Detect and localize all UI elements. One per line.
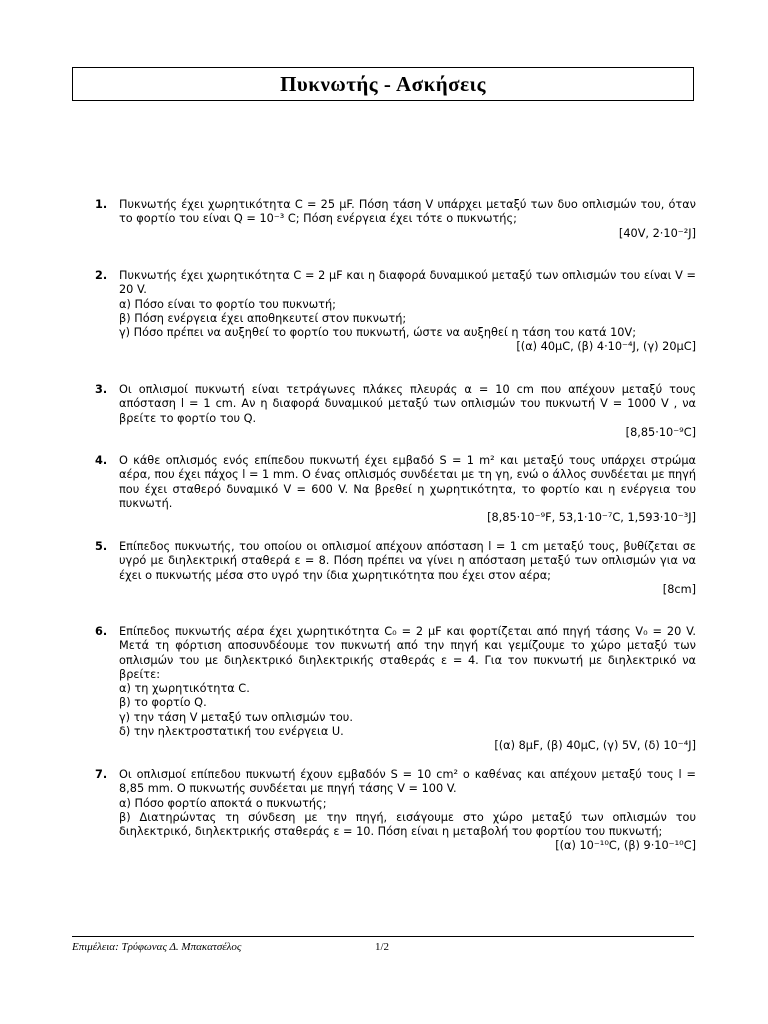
exercise-text: Οι οπλισμοί πυκνωτή είναι τετράγωνες πλάκες πλευράς α = 10 cm που απέχουν μεταξύ τους απόσταση l = 1 cm. Αν η διαφορά δυναμικού μεταξύ των οπλισμών του πυκνωτή V = 1000 V , να βρείτε το φορτίο του Q. [119,383,696,425]
exercise-5 [95,540,696,597]
exercise-text: Επίπεδος πυκνωτής αέρα έχει χωρητικότητα C₀ = 2 μF και φορτίζεται από πηγή τάσης V₀ = 20 V. Μετά τη φόρτιση αποσυνδέουμε τον πυκνωτή από την πηγή και γεμίζουμε το χώρο μεταξύ των οπλισμών του με διηλεκτρικό διηλεκτρικής σταθεράς ε = 4. Για τον πυκνωτή με διηλεκτρικό να βρείτε: [119,625,696,681]
exercise-3 [95,383,696,440]
exercise-answer: [(α) 40μC, (β) 4·10⁻⁴J, (γ) 20μC] [516,340,696,354]
exercise-number: 4. [95,454,108,467]
exercise-text: Ο κάθε οπλισμός ενός επίπεδου πυκνωτή έχει εμβαδό S = 1 m² και μεταξύ τους υπάρχει στρώμα αέρα, που έχει πάχος l = 1 mm. Ο ένας οπλισμός συνδέεται με τη γη, ενώ ο άλλος συνδέεται με πηγή που έχει σταθερό δυναμικό V = 600 V. Να βρεθεί η χωρητικότητα, το φορτίο και η ενέργεια του πυκνωτή. [119,454,696,510]
exercise-number: 2. [95,269,108,282]
exercise-subquestion-d: δ) την ηλεκτροστατική του ενέργεια U. [119,725,344,739]
exercise-subquestion-b: β) Πόση ενέργεια έχει αποθηκευτεί στον πυκνωτή; [119,311,407,325]
exercise-subquestion-c: γ) την τάση V μεταξύ των οπλισμών του. [119,710,353,724]
exercise-subquestion-c: γ) Πόσο πρέπει να αυξηθεί το φορτίο του πυκνωτή, ώστε να αυξηθεί η τάση του κατά 10V; [119,326,637,340]
exercise-text: Πυκνωτής έχει χωρητικότητα C = 25 μF. Πόση τάση V υπάρχει μεταξύ των δυο οπλισμών του, όταν το φορτίο του είναι Q = 10⁻³ C; Πόση ενέργεια έχει τότε ο πυκνωτής; [119,198,696,226]
exercise-subquestion-b: β) Διατηρώντας τη σύνδεση με την πηγή, εισάγουμε στο χώρο μεταξύ των οπλισμών του διηλεκτρικό, διηλεκτρικής σταθεράς ε = 10. Πόση είναι η μεταβολή του φορτίου του πυκνωτή; [119,810,696,839]
exercise-subquestion-b: β) το φορτίο Q. [119,696,207,710]
exercise-answer: [8,85·10⁻⁹F, 53,1·10⁻⁷C, 1,593·10⁻³J] [487,511,696,525]
exercise-text: Πυκνωτής έχει χωρητικότητα C = 2 μF και η διαφορά δυναμικού μεταξύ των οπλισμών του είναι V = 20 V. [119,269,696,297]
exercise-1 [95,198,696,241]
exercise-text: Επίπεδος πυκνωτής, του οποίου οι οπλισμοί απέχουν απόσταση l = 1 cm μεταξύ τους, βυθίζεται σε υγρό με διηλεκτρική σταθερά ε = 8. Πόση πρέπει να γίνει η απόσταση μεταξύ των οπλισμών για να έχει ο πυκνωτής μέσα στο υγρό την ίδια χωρητικότητα που έχει στον αέρα; [119,540,696,582]
exercise-7 [95,768,696,854]
exercise-answer: [(α) 10⁻¹⁰C, (β) 9·10⁻¹⁰C] [555,839,696,853]
exercise-4 [95,454,696,525]
exercise-answer: [(α) 8μF, (β) 40μC, (γ) 5V, (δ) 10⁻⁴J] [494,739,696,753]
footer-divider [72,936,694,937]
exercise-answer: [8,85·10⁻⁹C] [625,425,696,439]
exercise-number: 7. [95,768,108,781]
exercise-2 [95,269,696,355]
exercise-answer: [40V, 2·10⁻²J] [618,226,696,240]
page-title: Πυκνωτής - Ασκήσεις [280,71,486,96]
title-box [72,67,694,101]
exercise-number: 6. [95,625,108,638]
footer-author: Επιμέλεια: Τρύφωνας Δ. Μπακατσέλος [72,941,242,953]
exercise-subquestion-a: α) τη χωρητικότητα C. [119,682,250,696]
exercise-subquestion-a: α) Πόσο φορτίο αποκτά ο πυκνωτής; [119,796,327,810]
page-number: 1/2 [375,941,390,953]
exercise-number: 3. [95,383,108,396]
exercise-text: Οι οπλισμοί επίπεδου πυκνωτή έχουν εμβαδόν S = 10 cm² ο καθένας και απέχουν μεταξύ τους l = 8,85 mm. Ο πυκνωτής συνδέεται με πηγή τάσης V = 100 V. [119,768,696,796]
exercise-answer: [8cm] [662,582,696,596]
exercise-subquestion-a: α) Πόσο είναι το φορτίο του πυκνωτή; [119,297,336,311]
exercise-6 [95,625,696,754]
exercise-number: 1. [95,198,108,211]
exercise-number: 5. [95,540,108,553]
